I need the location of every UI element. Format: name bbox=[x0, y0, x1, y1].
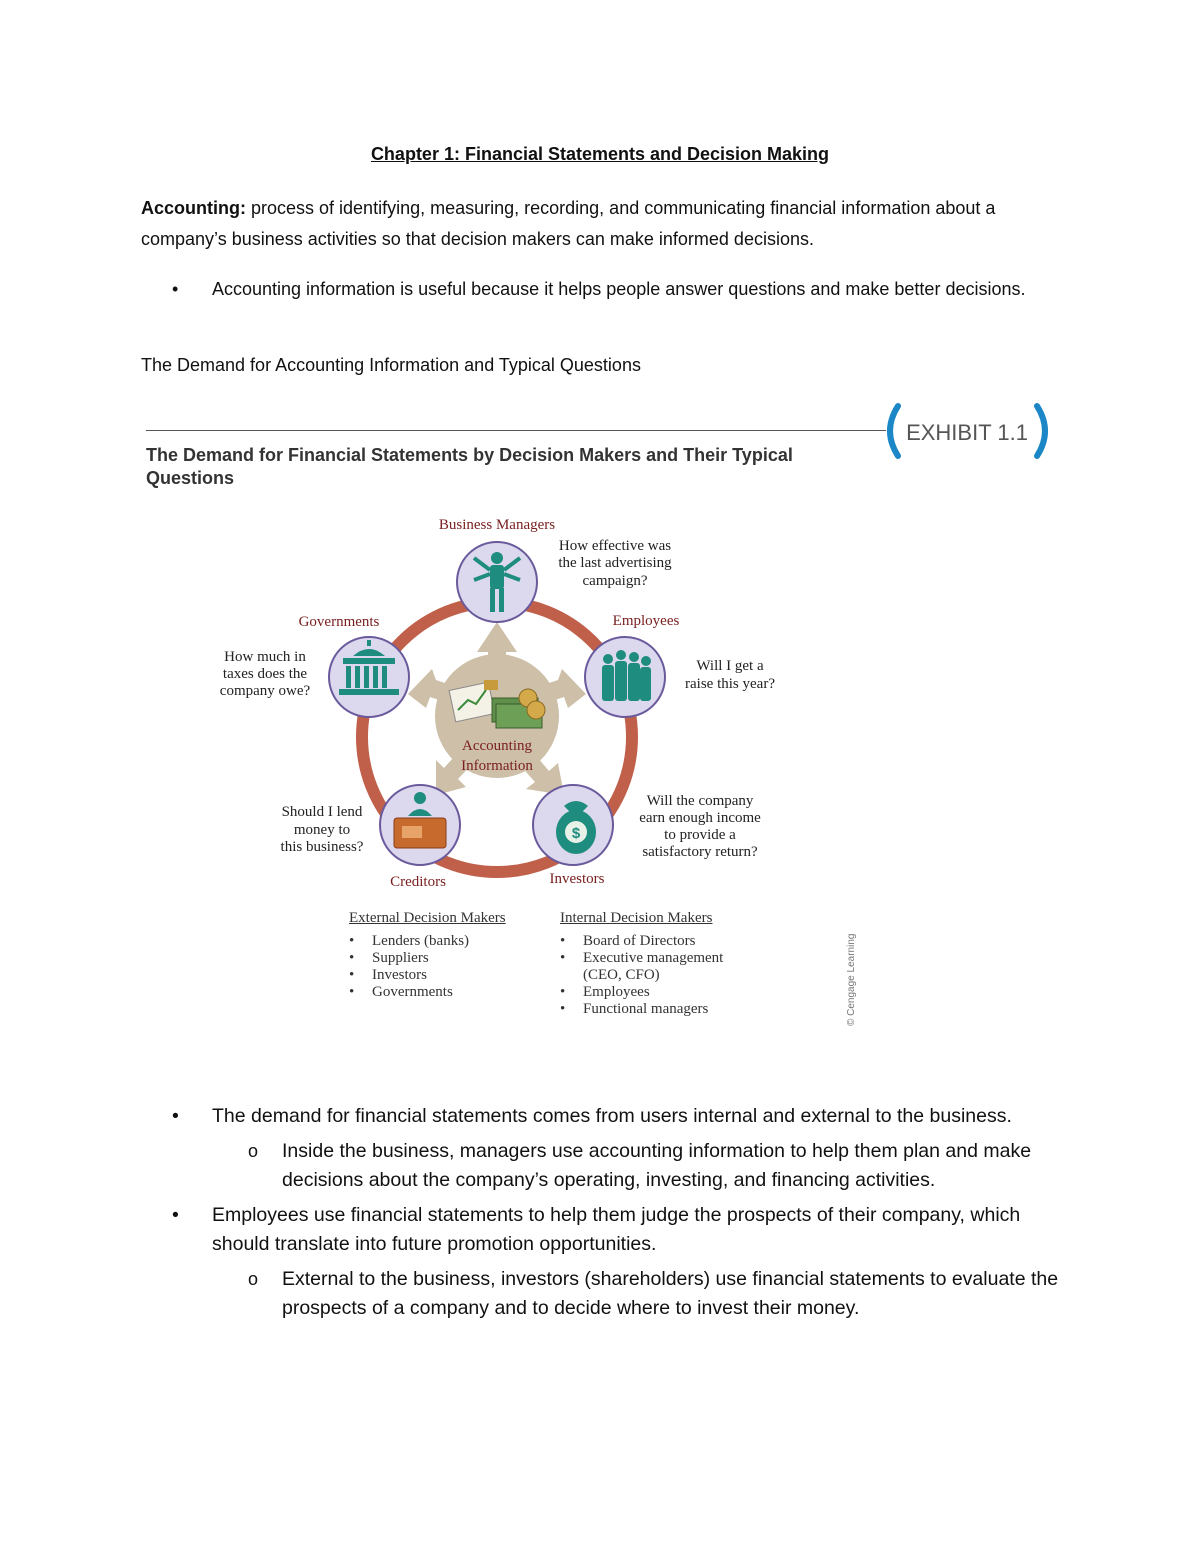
label-investors: Investors bbox=[549, 871, 605, 887]
label-business-managers: Business Managers bbox=[438, 517, 556, 533]
internal-item: • Employees bbox=[560, 984, 760, 1001]
internal-heading: Internal Decision Makers bbox=[560, 910, 713, 926]
question-investors-l4: satisfactory return? bbox=[642, 844, 758, 860]
image-credit: © Cengage Learning bbox=[846, 933, 857, 1026]
label-creditors: Creditors bbox=[390, 874, 446, 890]
external-item: • Investors bbox=[349, 967, 506, 984]
external-item: • Lenders (banks) bbox=[349, 933, 506, 950]
label-governments: Governments bbox=[298, 614, 380, 630]
question-governments-l2: taxes does the bbox=[222, 666, 308, 682]
question-creditors-l2: money to bbox=[293, 822, 351, 838]
definition-text: process of identifying, measuring, recording, and communicating financial information about a company’s business activities so that decision makers can make informed decisions. bbox=[141, 198, 996, 249]
label-employees: Employees bbox=[612, 613, 680, 629]
hollow-bullet-icon: o bbox=[248, 1269, 259, 1289]
node-employees bbox=[585, 613, 775, 717]
external-heading: External Decision Makers bbox=[349, 910, 506, 926]
question-creditors-l1: Should I lend bbox=[281, 804, 363, 820]
question-business-managers-l3: campaign? bbox=[582, 573, 648, 589]
question-investors-l1: Will the company bbox=[646, 793, 754, 809]
intro-bullet-text: Accounting information is useful because it helps people answer questions and make better decisions. bbox=[212, 279, 1026, 299]
intro-bullet bbox=[172, 274, 1052, 304]
list-item bbox=[172, 1201, 1062, 1259]
internal-item: • Board of Directors bbox=[560, 933, 760, 950]
exhibit-title: The Demand for Financial Statements by Decision Makers and Their Typical Questions bbox=[146, 445, 793, 488]
internal-item: • Executive management (CEO, CFO) bbox=[560, 950, 760, 984]
bullet-dot-icon: • bbox=[172, 1105, 179, 1127]
bottom-bullet-list bbox=[172, 1102, 1062, 1329]
definition-term: Accounting: bbox=[141, 198, 246, 218]
internal-item: • Functional managers bbox=[560, 1001, 760, 1018]
accounting-definition bbox=[141, 193, 1041, 255]
sub-list-item bbox=[248, 1265, 1062, 1323]
node-creditors bbox=[281, 785, 460, 890]
bullet-dot-icon: • bbox=[172, 1204, 179, 1226]
center-label-line1: Accounting bbox=[462, 738, 532, 754]
question-investors-l2: earn enough income bbox=[639, 810, 761, 826]
question-employees-l1: Will I get a bbox=[696, 658, 764, 674]
bullet-dot-icon: • bbox=[172, 279, 179, 299]
question-investors-l3: to provide a bbox=[664, 827, 736, 843]
bullet-text: The demand for financial statements comes from users internal and external to the business. bbox=[212, 1105, 1012, 1127]
bullet-text: Employees use financial statements to help them judge the prospects of their company, which should translate into future promotion opportunities. bbox=[212, 1204, 1021, 1255]
chapter-title: Chapter 1: Financial Statements and Decision Making bbox=[370, 144, 830, 164]
internal-decision-makers bbox=[560, 910, 760, 1018]
center-label-line2: Information bbox=[461, 758, 533, 774]
external-decision-makers bbox=[349, 910, 506, 1001]
question-creditors-l3: this business? bbox=[280, 839, 364, 855]
question-governments-l1: How much in bbox=[224, 649, 306, 665]
exhibit-figure bbox=[140, 398, 1060, 1038]
node-business-managers bbox=[439, 517, 672, 622]
question-governments-l3: company owe? bbox=[219, 683, 311, 699]
hollow-bullet-icon: o bbox=[248, 1141, 259, 1161]
question-business-managers-l2: the last advertising bbox=[558, 555, 672, 571]
node-governments bbox=[220, 614, 409, 717]
sub-list-item bbox=[248, 1137, 1062, 1195]
question-employees-l2: raise this year? bbox=[685, 676, 775, 692]
question-business-managers-l1: How effective was bbox=[558, 538, 672, 554]
external-item: • Suppliers bbox=[349, 950, 506, 967]
section-heading: The Demand for Accounting Information and Typical Questions bbox=[141, 355, 641, 375]
external-item: • Governments bbox=[349, 984, 506, 1001]
sub-bullet-text: Inside the business, managers use accounting information to help them plan and make decisions about the company’s operating, investing, and financing activities. bbox=[282, 1140, 1032, 1191]
sub-bullet-text: External to the business, investors (shareholders) use financial statements to evaluate the prospects of a company and to decide where to invest their money. bbox=[282, 1268, 1059, 1319]
list-item bbox=[172, 1102, 1062, 1131]
svg-text:$: $ bbox=[571, 825, 581, 842]
node-investors bbox=[533, 785, 761, 887]
exhibit-label-text: EXHIBIT 1.1 bbox=[906, 420, 1028, 445]
